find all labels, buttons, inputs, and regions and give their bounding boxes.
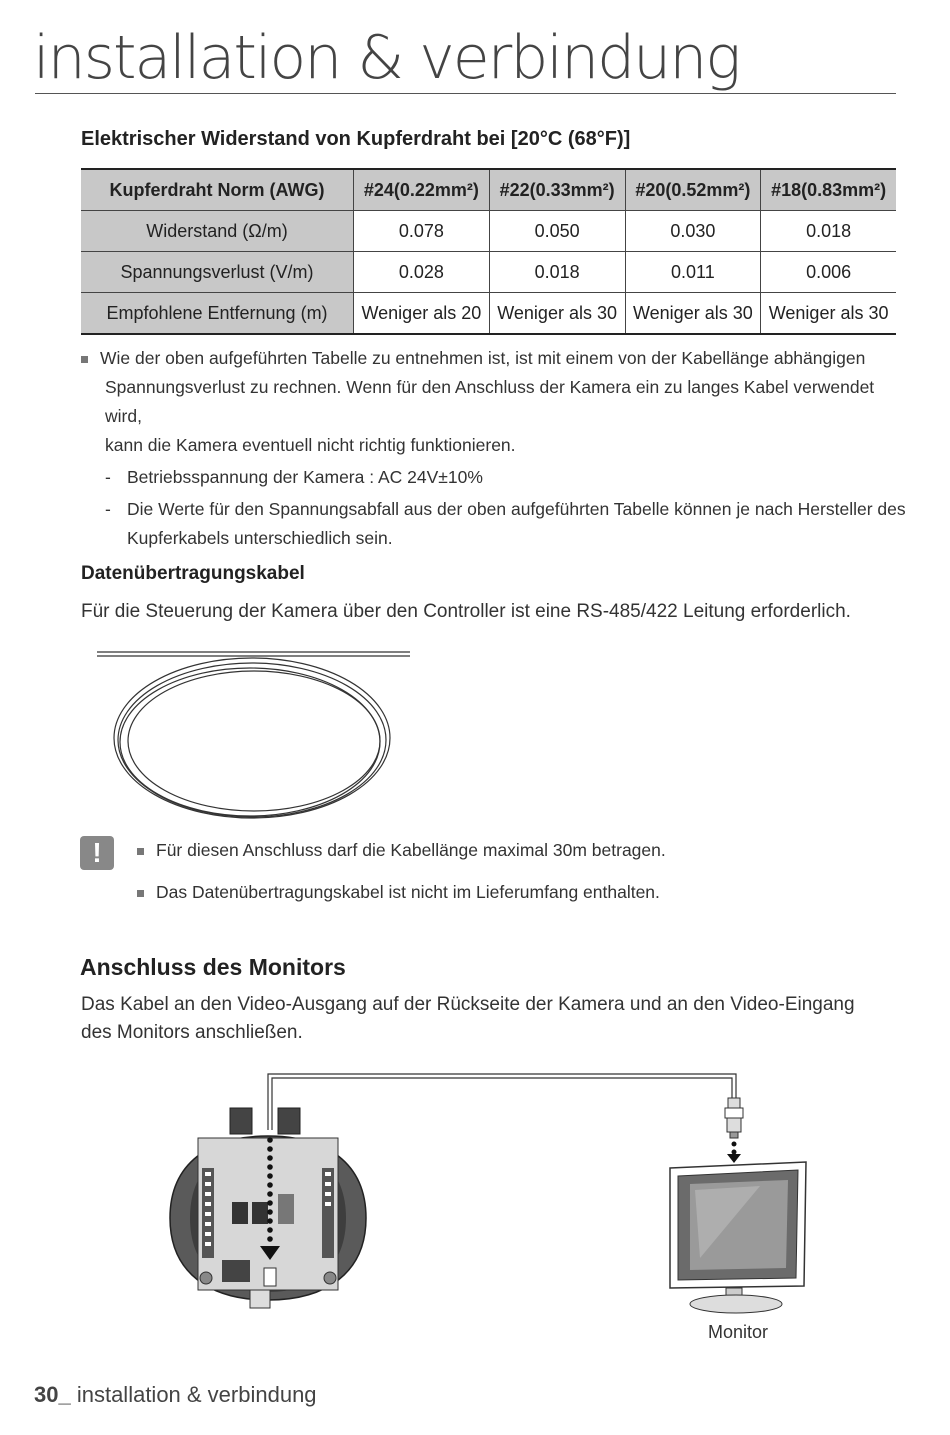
page-footer <box>34 1382 317 1408</box>
voltage-loss-note <box>81 344 911 553</box>
table-header-cell: #20(0.52mm²) <box>625 169 761 211</box>
video-cable <box>272 1078 732 1130</box>
warning-list <box>137 829 666 913</box>
camera-rear-panel-illustration <box>170 1108 366 1308</box>
resistance-table <box>81 168 896 335</box>
table-cell: 0.030 <box>625 211 761 252</box>
bullet-square-icon <box>137 848 144 855</box>
page-title: installation & verbindung <box>33 23 740 93</box>
table-row <box>81 293 896 335</box>
table-header-cell: #24(0.22mm²) <box>354 169 490 211</box>
table-header-cell: #22(0.33mm²) <box>489 169 625 211</box>
note-line: Spannungsverlust zu rechnen. Wenn für den Anschluss der Kamera ein zu langes Kabel verwendet wird, <box>105 377 875 426</box>
table-cell: 0.011 <box>625 252 761 293</box>
table-header-cell: Kupferdraht Norm (AWG) <box>81 169 354 211</box>
monitor-icon <box>670 1162 806 1313</box>
monitor-heading: Anschluss des Monitors <box>80 954 346 980</box>
arrow-down-icon <box>727 1154 741 1163</box>
data-cable-text: Für die Steuerung der Kamera über den Controller ist eine RS-485/422 Leitung erforderlich. <box>81 601 851 622</box>
table-row-label: Spannungsverlust (V/m) <box>81 252 354 293</box>
table-cell: Weniger als 30 <box>761 293 896 335</box>
table-header-cell: #18(0.83mm²) <box>761 169 896 211</box>
footer-text: installation & verbindung <box>70 1382 317 1407</box>
table-row <box>81 252 896 293</box>
table-cell: Weniger als 20 <box>354 293 490 335</box>
dash-marker: - <box>105 467 111 487</box>
table-row-label: Widerstand (Ω/m) <box>81 211 354 252</box>
list-item: Für diesen Anschluss darf die Kabellänge maximal 30m betragen. <box>137 829 666 871</box>
table-cell: 0.018 <box>489 252 625 293</box>
bnc-connector-icon <box>725 1098 743 1138</box>
data-cable-heading: Datenübertragungskabel <box>81 563 305 584</box>
table-cell: 0.050 <box>489 211 625 252</box>
table-header-row <box>81 169 896 211</box>
monitor-connection-diagram <box>160 1068 820 1328</box>
page-number: 30_ <box>34 1382 71 1407</box>
table-cell: 0.006 <box>761 252 896 293</box>
note-dash-item: Kupferkabels unterschiedlich sein. <box>127 528 393 548</box>
monitor-label: Monitor <box>708 1322 769 1342</box>
video-cable <box>268 1074 736 1130</box>
table-cell: 0.018 <box>761 211 896 252</box>
table-cell: Weniger als 30 <box>489 293 625 335</box>
bullet-square-icon <box>137 890 144 897</box>
dash-marker: - <box>105 499 111 519</box>
table-row-label: Empfohlene Entfernung (m) <box>81 293 354 335</box>
table-cell: Weniger als 30 <box>625 293 761 335</box>
bullet-square-icon <box>81 356 88 363</box>
cable-coil-illustration <box>95 645 415 830</box>
note-line: kann die Kamera eventuell nicht richtig funktionieren. <box>105 435 516 455</box>
cable-coil-loop <box>128 671 380 811</box>
resistance-heading: Elektrischer Widerstand von Kupferdraht bei [20°C (68°F)] <box>81 128 631 150</box>
note-dash-item: Betriebsspannung der Kamera : AC 24V±10% <box>127 467 483 487</box>
list-item: Das Datenübertragungskabel ist nicht im Lieferumfang enthalten. <box>137 871 666 913</box>
warning-icon: ! <box>80 836 114 870</box>
monitor-text: Das Kabel an den Video-Ausgang auf der Rückseite der Kamera und an den Video-Eingang des Monitors anschließen. <box>81 994 855 1043</box>
table-row <box>81 211 896 252</box>
note-line: Wie der oben aufgeführten Tabelle zu entnehmen ist, ist mit einem von der Kabellänge abhängigen <box>100 348 866 368</box>
table-cell: 0.078 <box>354 211 490 252</box>
note-dash-item: Die Werte für den Spannungsabfall aus der oben aufgeführten Tabelle können je nach Hersteller des <box>127 499 906 519</box>
table-cell: 0.028 <box>354 252 490 293</box>
title-divider <box>35 93 896 94</box>
